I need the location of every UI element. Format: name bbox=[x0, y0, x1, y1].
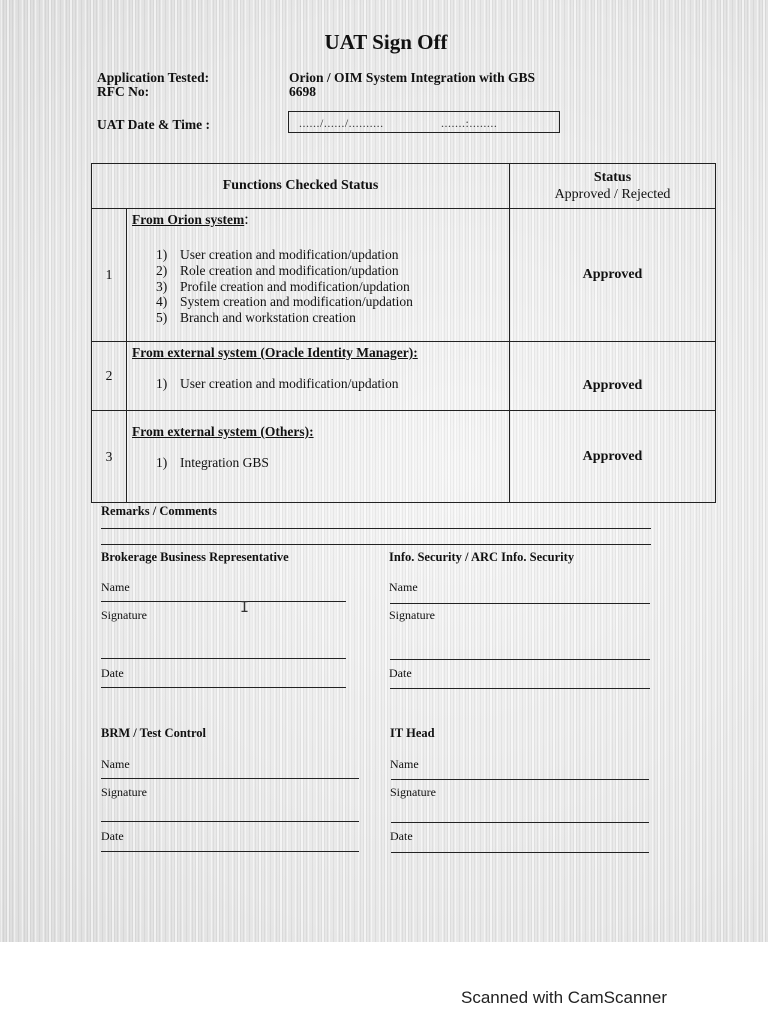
signoff-title-it-head: IT Head bbox=[390, 726, 435, 740]
status-header-options: Approved / Rejected bbox=[554, 187, 671, 202]
uat-date-time-label: UAT Date & Time : bbox=[97, 117, 210, 132]
group-title: From external system (Others): bbox=[132, 424, 314, 439]
signoff-title-brm-test-control: BRM / Test Control bbox=[101, 726, 206, 740]
status-badge: Approved bbox=[510, 411, 716, 503]
list-item: 1) User creation and modification/updation bbox=[156, 247, 399, 262]
date-line[interactable] bbox=[390, 688, 650, 689]
row-functions bbox=[127, 411, 510, 503]
list-item: 2) Role creation and modification/updation bbox=[156, 262, 399, 278]
date-line[interactable] bbox=[391, 852, 649, 853]
name-line[interactable] bbox=[101, 601, 346, 602]
application-tested-label: Application Tested: bbox=[97, 70, 210, 85]
list-item: 1) User creation and modification/updation bbox=[156, 376, 399, 391]
signature-label: Signature bbox=[101, 608, 147, 622]
signature-line[interactable] bbox=[101, 821, 359, 822]
row-number: 3 bbox=[92, 411, 127, 503]
table-header-row bbox=[92, 164, 716, 209]
function-list bbox=[156, 247, 503, 326]
signature-line[interactable] bbox=[101, 658, 346, 659]
functions-header: Functions Checked Status bbox=[92, 164, 510, 209]
row-functions bbox=[127, 342, 510, 411]
name-line[interactable] bbox=[101, 778, 359, 779]
name-label: Name bbox=[101, 757, 130, 771]
text-cursor-icon: I bbox=[240, 598, 250, 616]
date-label: Date bbox=[390, 829, 413, 843]
page-title: UAT Sign Off bbox=[324, 30, 448, 54]
date-line[interactable] bbox=[101, 687, 346, 688]
status-header-title: Status bbox=[593, 170, 632, 185]
row-number: 2 bbox=[92, 342, 127, 411]
group-title: From Orion system bbox=[132, 212, 245, 227]
list-item: 1) Integration GBS bbox=[156, 455, 269, 470]
rfc-no-value: 6698 bbox=[289, 84, 316, 99]
signature-label: Signature bbox=[390, 785, 436, 799]
signature-label: Signature bbox=[389, 608, 435, 622]
date-line[interactable] bbox=[101, 851, 359, 852]
application-tested-value: Orion / OIM System Integration with GBS bbox=[289, 70, 536, 85]
name-line[interactable] bbox=[390, 603, 650, 604]
uat-date-time-field[interactable] bbox=[288, 111, 560, 133]
remarks-line-2[interactable] bbox=[101, 544, 651, 545]
signoff-title-info-security: Info. Security / ARC Info. Security bbox=[389, 550, 575, 564]
signature-line[interactable] bbox=[390, 659, 650, 660]
functions-checked-table bbox=[91, 163, 716, 503]
function-list bbox=[156, 376, 503, 392]
date-label: Date bbox=[389, 666, 412, 680]
signoff-title-brokerage: Brokerage Business Representative bbox=[101, 550, 289, 564]
row-functions bbox=[127, 209, 510, 342]
table-row bbox=[92, 342, 716, 411]
table-row bbox=[92, 209, 716, 342]
date-label: Date bbox=[101, 666, 124, 680]
rfc-no-label: RFC No: bbox=[97, 84, 150, 99]
group-suffix: : bbox=[244, 211, 249, 228]
name-label: Name bbox=[101, 580, 130, 594]
name-label: Name bbox=[390, 757, 419, 771]
camscanner-watermark: Scanned with CamScanner bbox=[461, 988, 668, 1007]
signature-line[interactable] bbox=[391, 822, 649, 823]
group-title: From external system (Oracle Identity Manager): bbox=[132, 345, 418, 360]
row-number: 1 bbox=[92, 209, 127, 342]
signature-label: Signature bbox=[101, 785, 147, 799]
remarks-label: Remarks / Comments bbox=[101, 504, 217, 518]
list-item: 5) Branch and workstation creation bbox=[156, 310, 356, 326]
table-row bbox=[92, 411, 716, 503]
list-item: 3) Profile creation and modification/updation bbox=[156, 278, 410, 294]
status-header bbox=[510, 164, 716, 209]
status-badge: Approved bbox=[510, 209, 716, 342]
name-line[interactable] bbox=[391, 779, 649, 780]
status-badge: Approved bbox=[510, 342, 716, 411]
date-placeholder: ....../....../.......... bbox=[299, 116, 384, 130]
time-placeholder: .......:........ bbox=[441, 116, 498, 130]
name-label: Name bbox=[389, 580, 418, 594]
list-item: 4) System creation and modification/updation bbox=[156, 294, 413, 310]
date-label: Date bbox=[101, 829, 124, 843]
remarks-line-1[interactable] bbox=[101, 528, 651, 529]
function-list bbox=[156, 455, 503, 471]
